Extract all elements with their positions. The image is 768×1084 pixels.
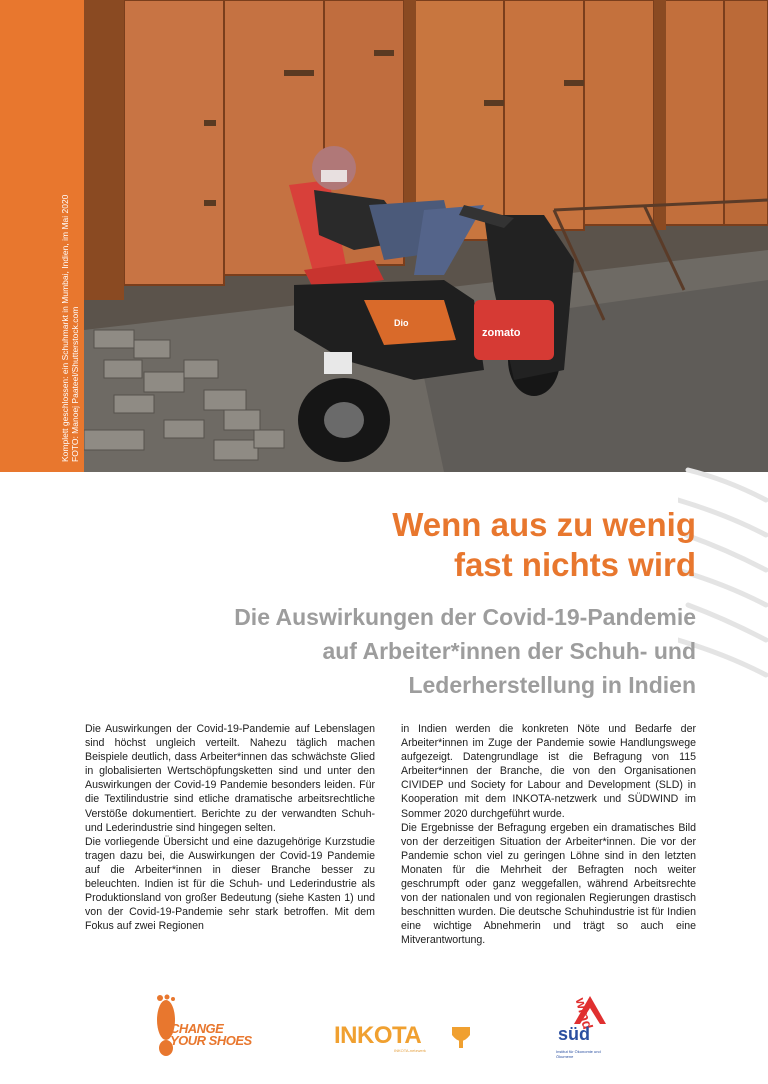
- inkota-text: INKOTA: [334, 1022, 422, 1049]
- body-paragraph: in Indien werden die konkreten Nöte und Bedarfe der Arbeiter*innen im Zuge der Pandemie sowie Handlungswege aufgezeigt. Datengrundlage ist die Befragung von 115 Arbeiter*innen der Branche, die von den Organisationen CIVIDEP und Society for Labour and Development (SLD) in Kooperation mit dem INKOTA-netzwerk und SÜDWIND im Sommer 2020 durchgeführt wurde.: [401, 723, 696, 820]
- page-title: [96, 505, 696, 585]
- photo-source: FOTO: Manoej Paateel/Shutterstock.com: [70, 306, 80, 462]
- suedwind-logo: [552, 994, 622, 1064]
- scooter-brand-text: zomato: [482, 327, 521, 339]
- wind-text: wind: [572, 996, 597, 1031]
- scooter-model-text: Dio: [394, 318, 409, 328]
- photo-caption: Komplett geschlossen: ein Schuhmarkt in Mumbai, Indien, im Mai 2020: [60, 194, 70, 462]
- change-your-shoes-text: [170, 1023, 252, 1047]
- subtitle-line-2: auf Arbeiter*innen der Schuh- und: [322, 638, 696, 664]
- cover-photo: [84, 0, 768, 472]
- title-line-2: fast nichts wird: [453, 546, 696, 583]
- title-line-1: Wenn aus zu wenig: [392, 506, 696, 543]
- page-subtitle: [76, 600, 696, 702]
- sud-text: süd: [558, 1024, 591, 1044]
- inkota-subtext: INKOTA-netzwerk: [394, 1048, 426, 1053]
- subtitle-line-1: Die Auswirkungen der Covid-19-Pandemie: [234, 604, 696, 630]
- photo-credit: [60, 132, 80, 462]
- cys-line-2: YOUR SHOES: [170, 1033, 252, 1048]
- change-your-shoes-logo: [152, 994, 272, 1058]
- body-paragraph: Die Auswirkungen der Covid-19-Pandemie auf Lebenslagen sind höchst ungleich verteilt. Nahezu täglich machen Beispiele deutlich, dass Arbeiter*innen das schwächste Glied in globalisierten Wertschöpfungsketten sind und unter den Auswirkungen der Covid-19 Pandemie besonders leiden. Für die Textilindustrie sind etliche dramatische arbeitsrechtliche Verstöße dokumentiert. Berichte zu der verwandten Schuh- und Lederindustrie sind hingegen selten.: [85, 723, 375, 834]
- body-column-left: [85, 722, 375, 933]
- inkota-mark-icon: [450, 1025, 472, 1049]
- cys-line-1: CHANGE: [170, 1021, 224, 1036]
- body-column-right: [401, 722, 696, 948]
- body-paragraph: Die vorliegende Übersicht und eine dazugehörige Kurzstudie tragen dazu bei, die Auswirkungen der Covid-19 Pandemie auf die Arbeiter*innen in dieser Branche besser zu beleuchten. Indien ist für die Schuh- und Lederindustrie als Produktionsland von großer Bedeutung (siehe Kasten 1) und von der Covid-19-Pandemie sehr stark betroffen. Mit dem Fokus auf zwei Regionen: [85, 835, 375, 933]
- body-paragraph: Die Ergebnisse der Befragung ergeben ein dramatisches Bild von der derzeitigen Situation der Arbeiter*innen. Die vor der Pandemie schon viel zu geringen Löhne sind in den letzten Monaten für die Mehrheit der Befragten noch weiter geschrumpft oder ganz weggefallen, während Arbeitsrechte von der nationalen und von regionalen Regierungen drastisch beschnitten wurden. Die deutsche Schuhindustrie ist für Indien eine wichtige Abnehmerin und trägt so auch eine Mitverantwortung.: [401, 821, 696, 947]
- subtitle-line-3: Lederherstellung in Indien: [408, 672, 696, 698]
- inkota-logo: [334, 1022, 484, 1058]
- sud-subtext: Institut für Ökonomie und Ökumene: [556, 1049, 601, 1059]
